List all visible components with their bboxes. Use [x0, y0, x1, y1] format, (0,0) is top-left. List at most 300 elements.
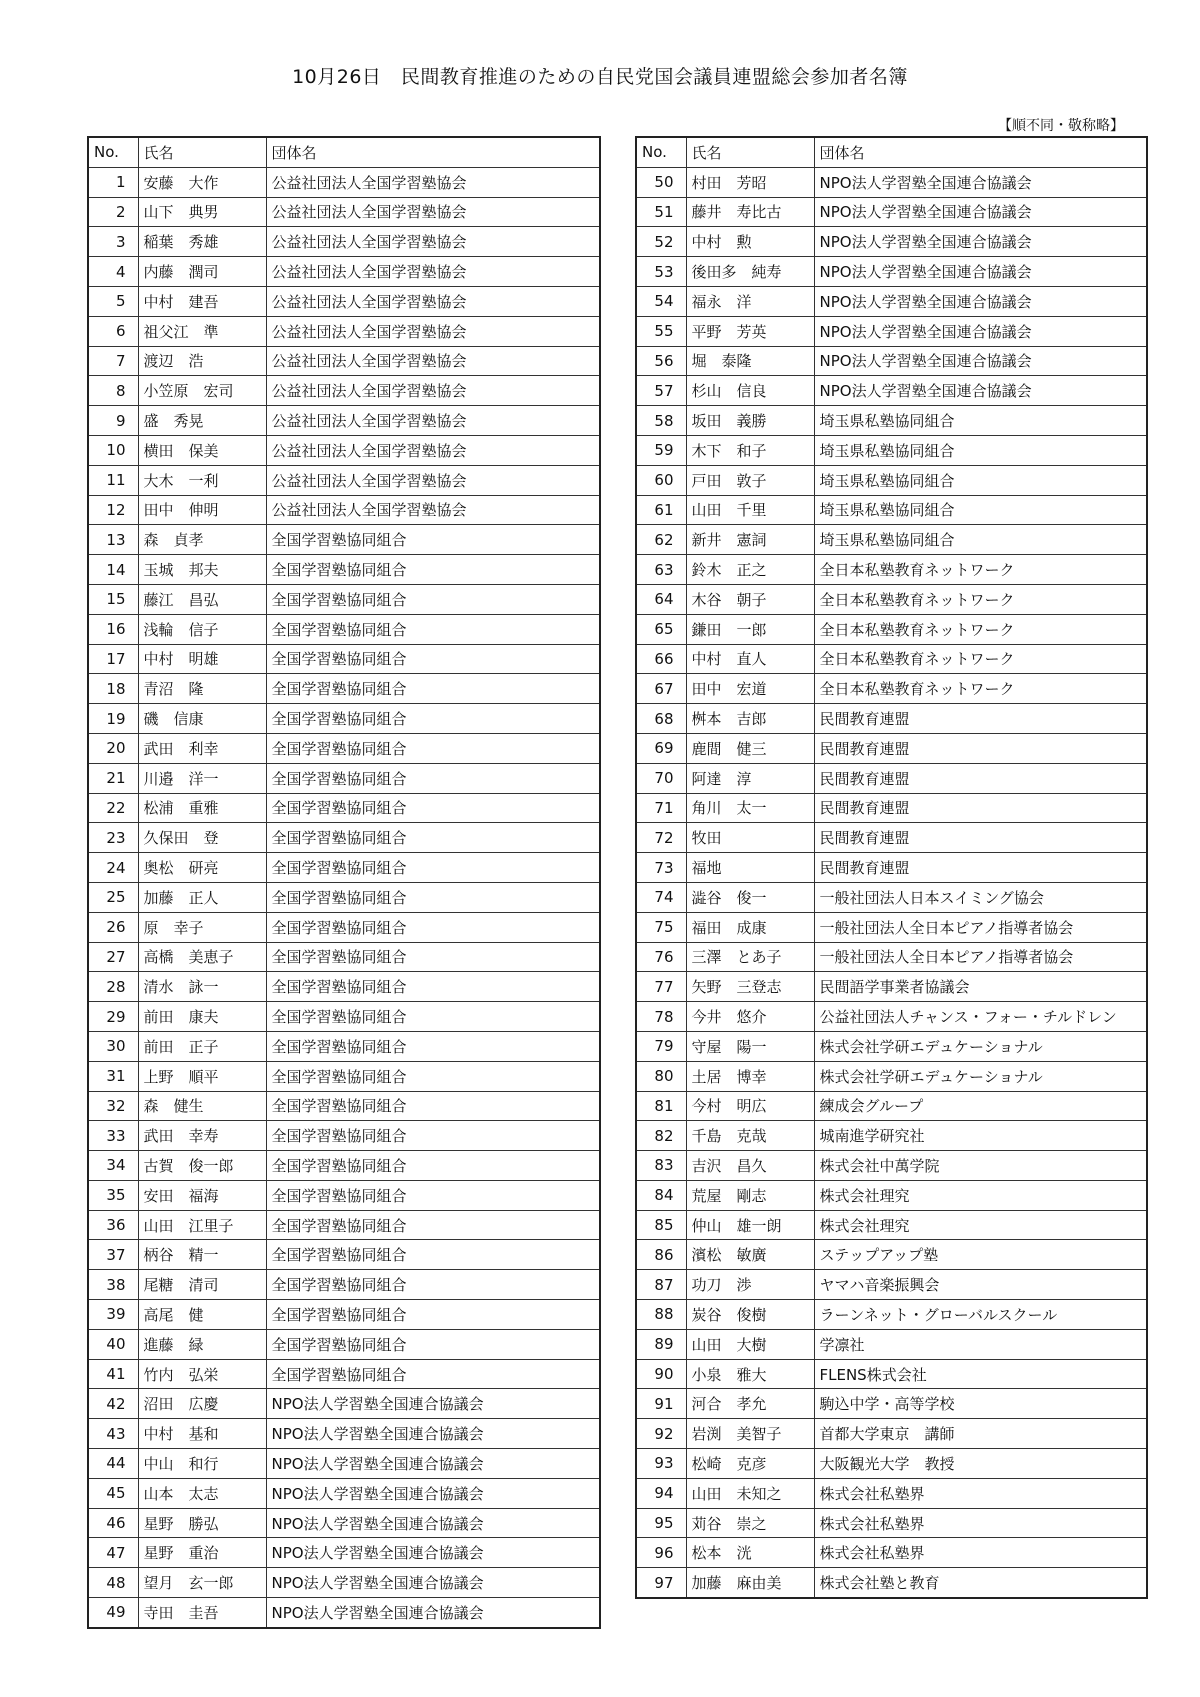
cell-org: 全国学習塾協同組合 [266, 1329, 600, 1359]
cell-no: 28 [88, 972, 138, 1002]
table-row [88, 972, 600, 1002]
table-row [88, 853, 600, 883]
cell-no: 22 [88, 793, 138, 823]
cell-org: 全国学習塾協同組合 [266, 912, 600, 942]
table-row [636, 1538, 1147, 1568]
table-row [636, 704, 1147, 734]
cell-name: 中村 直人 [686, 644, 814, 674]
cell-no: 4 [88, 257, 138, 287]
cell-name: 中村 勲 [686, 227, 814, 257]
cell-no: 69 [636, 733, 686, 763]
table-row [88, 733, 600, 763]
cell-name: 功刀 渉 [686, 1270, 814, 1300]
cell-name: 中山 和行 [138, 1449, 266, 1479]
cell-name: 藤井 寿比古 [686, 197, 814, 227]
cell-no: 17 [88, 644, 138, 674]
table-row [88, 197, 600, 227]
cell-no: 54 [636, 286, 686, 316]
cell-org: 全日本私塾教育ネットワーク [814, 644, 1147, 674]
cell-name: 川邉 洋一 [138, 763, 266, 793]
cell-name: 武田 幸寿 [138, 1121, 266, 1151]
table-row [88, 1478, 600, 1508]
cell-org: 全国学習塾協同組合 [266, 525, 600, 555]
cell-org: 民間教育連盟 [814, 763, 1147, 793]
cell-name: 澁谷 俊一 [686, 882, 814, 912]
cell-no: 30 [88, 1031, 138, 1061]
cell-org: 全国学習塾協同組合 [266, 704, 600, 734]
cell-org: 株式会社塾と教育 [814, 1568, 1147, 1598]
cell-org: 公益社団法人全国学習塾協会 [266, 465, 600, 495]
table-row [636, 1478, 1147, 1508]
table-row [636, 1359, 1147, 1389]
cell-name: 平野 芳英 [686, 316, 814, 346]
table-row [636, 1270, 1147, 1300]
cell-no: 21 [88, 763, 138, 793]
cell-no: 33 [88, 1121, 138, 1151]
cell-no: 71 [636, 793, 686, 823]
order-note: 【順不同・敬称略】 [998, 118, 1124, 134]
cell-org: ラーンネット・グローバルスクール [814, 1300, 1147, 1330]
cell-no: 93 [636, 1449, 686, 1479]
cell-org: NPO法人学習塾全国連合協議会 [266, 1449, 600, 1479]
table-row [88, 316, 600, 346]
cell-no: 63 [636, 555, 686, 585]
table-row [636, 1121, 1147, 1151]
table-row [636, 1210, 1147, 1240]
cell-name: 前田 正子 [138, 1031, 266, 1061]
cell-name: 阿達 淳 [686, 763, 814, 793]
cell-name: 山田 江里子 [138, 1210, 266, 1240]
cell-no: 5 [88, 286, 138, 316]
cell-org: 練成会グループ [814, 1091, 1147, 1121]
cell-no: 1 [88, 167, 138, 197]
cell-name: 中村 建吾 [138, 286, 266, 316]
cell-name: 玉城 邦夫 [138, 555, 266, 585]
cell-name: 守屋 陽一 [686, 1031, 814, 1061]
cell-org: 一般社団法人全日本ピアノ指導者協会 [814, 942, 1147, 972]
cell-no: 20 [88, 733, 138, 763]
cell-name: 今井 悠介 [686, 1002, 814, 1032]
table-row [636, 406, 1147, 436]
cell-org: ステップアップ塾 [814, 1240, 1147, 1270]
cell-name: 土居 博幸 [686, 1061, 814, 1091]
cell-no: 31 [88, 1061, 138, 1091]
cell-no: 53 [636, 257, 686, 287]
cell-org: NPO法人学習塾全国連合協議会 [266, 1389, 600, 1419]
cell-org: 公益社団法人全国学習塾協会 [266, 346, 600, 376]
cell-name: 原 幸子 [138, 912, 266, 942]
cell-name: 久保田 登 [138, 823, 266, 853]
cell-no: 92 [636, 1419, 686, 1449]
table-row [88, 1329, 600, 1359]
cell-name: 星野 重治 [138, 1538, 266, 1568]
cell-no: 23 [88, 823, 138, 853]
cell-no: 51 [636, 197, 686, 227]
cell-no: 45 [88, 1478, 138, 1508]
cell-no: 68 [636, 704, 686, 734]
table-row [636, 853, 1147, 883]
cell-name: 浅輪 信子 [138, 614, 266, 644]
table-row [636, 882, 1147, 912]
cell-no: 13 [88, 525, 138, 555]
cell-no: 74 [636, 882, 686, 912]
cell-name: 寺田 圭吾 [138, 1598, 266, 1628]
cell-no: 61 [636, 495, 686, 525]
cell-org: 全国学習塾協同組合 [266, 823, 600, 853]
table-row [88, 823, 600, 853]
cell-org: 株式会社学研エデュケーショナル [814, 1031, 1147, 1061]
cell-name: 加藤 正人 [138, 882, 266, 912]
cell-org: 首都大学東京 講師 [814, 1419, 1147, 1449]
cell-org: NPO法人学習塾全国連合協議会 [266, 1568, 600, 1598]
cell-org: 城南進学研究社 [814, 1121, 1147, 1151]
cell-name: 木谷 朝子 [686, 584, 814, 614]
cell-name: 矢野 三登志 [686, 972, 814, 1002]
table-row [88, 167, 600, 197]
cell-no: 19 [88, 704, 138, 734]
cell-name: 堀 泰隆 [686, 346, 814, 376]
cell-no: 77 [636, 972, 686, 1002]
cell-no: 35 [88, 1180, 138, 1210]
table-row [88, 1508, 600, 1538]
cell-no: 26 [88, 912, 138, 942]
table-row [88, 1151, 600, 1181]
cell-name: 河合 孝允 [686, 1389, 814, 1419]
cell-org: 株式会社私塾界 [814, 1538, 1147, 1568]
cell-name: 柄谷 精一 [138, 1240, 266, 1270]
cell-no: 9 [88, 406, 138, 436]
cell-no: 89 [636, 1329, 686, 1359]
cell-org: 全国学習塾協同組合 [266, 674, 600, 704]
table-row [636, 197, 1147, 227]
cell-org: 全日本私塾教育ネットワーク [814, 555, 1147, 585]
cell-no: 46 [88, 1508, 138, 1538]
table-row [88, 257, 600, 287]
cell-name: 村田 芳昭 [686, 167, 814, 197]
cell-name: 坂田 義勝 [686, 406, 814, 436]
cell-name: 田中 伸明 [138, 495, 266, 525]
cell-no: 58 [636, 406, 686, 436]
cell-org: 一般社団法人日本スイミング協会 [814, 882, 1147, 912]
table-row [88, 1180, 600, 1210]
table-row [88, 376, 600, 406]
cell-org: 公益社団法人全国学習塾協会 [266, 316, 600, 346]
cell-org: NPO法人学習塾全国連合協議会 [814, 316, 1147, 346]
cell-org: 民間語学事業者協議会 [814, 972, 1147, 1002]
table-row [88, 1419, 600, 1449]
table-row [88, 406, 600, 436]
table-row [88, 1359, 600, 1389]
table-row [88, 1449, 600, 1479]
table-row [636, 555, 1147, 585]
table-row [88, 763, 600, 793]
cell-no: 90 [636, 1359, 686, 1389]
cell-name: 大木 一利 [138, 465, 266, 495]
cell-org: 公益社団法人全国学習塾協会 [266, 257, 600, 287]
cell-no: 62 [636, 525, 686, 555]
cell-org: FLENS株式会社 [814, 1359, 1147, 1389]
cell-name: 尾糖 清司 [138, 1270, 266, 1300]
cell-org: ヤマハ音楽振興会 [814, 1270, 1147, 1300]
table-row [636, 167, 1147, 197]
cell-name: 新井 憲詞 [686, 525, 814, 555]
cell-no: 56 [636, 346, 686, 376]
cell-org: 埼玉県私塾協同組合 [814, 495, 1147, 525]
cell-name: 角川 太一 [686, 793, 814, 823]
table-row [636, 286, 1147, 316]
cell-org: NPO法人学習塾全国連合協議会 [814, 227, 1147, 257]
cell-org: 株式会社私塾界 [814, 1478, 1147, 1508]
cell-name: 今村 明広 [686, 1091, 814, 1121]
cell-org: 全国学習塾協同組合 [266, 972, 600, 1002]
cell-no: 79 [636, 1031, 686, 1061]
roster-table-left [87, 136, 601, 1629]
table-row [636, 1091, 1147, 1121]
table-row [88, 912, 600, 942]
cell-name: 山本 太志 [138, 1478, 266, 1508]
cell-name: 鹿間 健三 [686, 733, 814, 763]
cell-no: 37 [88, 1240, 138, 1270]
header-name: 氏名 [686, 137, 814, 167]
cell-org: 全国学習塾協同組合 [266, 1031, 600, 1061]
cell-org: 公益社団法人全国学習塾協会 [266, 435, 600, 465]
table-row [636, 1061, 1147, 1091]
cell-org: 全国学習塾協同組合 [266, 584, 600, 614]
table-row [636, 257, 1147, 287]
cell-no: 91 [636, 1389, 686, 1419]
cell-org: NPO法人学習塾全国連合協議会 [814, 197, 1147, 227]
cell-no: 27 [88, 942, 138, 972]
table-row [636, 912, 1147, 942]
cell-no: 25 [88, 882, 138, 912]
table-row [636, 525, 1147, 555]
table-row [636, 644, 1147, 674]
cell-no: 15 [88, 584, 138, 614]
table-row [636, 733, 1147, 763]
cell-name: 濱松 敏廣 [686, 1240, 814, 1270]
table-row [88, 614, 600, 644]
cell-org: NPO法人学習塾全国連合協議会 [814, 257, 1147, 287]
table-row [636, 1329, 1147, 1359]
cell-name: 松本 洸 [686, 1538, 814, 1568]
table-row [636, 1300, 1147, 1330]
cell-no: 86 [636, 1240, 686, 1270]
cell-no: 42 [88, 1389, 138, 1419]
cell-org: 株式会社中萬学院 [814, 1151, 1147, 1181]
cell-name: 武田 利幸 [138, 733, 266, 763]
cell-org: 全国学習塾協同組合 [266, 1240, 600, 1270]
cell-name: 清水 詠一 [138, 972, 266, 1002]
cell-no: 83 [636, 1151, 686, 1181]
cell-name: 竹内 弘栄 [138, 1359, 266, 1389]
cell-no: 12 [88, 495, 138, 525]
cell-name: 山田 未知之 [686, 1478, 814, 1508]
cell-org: 公益社団法人全国学習塾協会 [266, 376, 600, 406]
table-row [88, 942, 600, 972]
cell-name: 内藤 潤司 [138, 257, 266, 287]
cell-org: 民間教育連盟 [814, 704, 1147, 734]
cell-org: 公益社団法人全国学習塾協会 [266, 495, 600, 525]
cell-org: 全国学習塾協同組合 [266, 1270, 600, 1300]
cell-name: 横田 保美 [138, 435, 266, 465]
cell-name: 山田 千里 [686, 495, 814, 525]
table-row [88, 882, 600, 912]
cell-org: 全国学習塾協同組合 [266, 1061, 600, 1091]
cell-name: 松崎 克彦 [686, 1449, 814, 1479]
cell-no: 49 [88, 1598, 138, 1628]
cell-name: 後田多 純寿 [686, 257, 814, 287]
table-row [88, 704, 600, 734]
cell-name: 鈴木 正之 [686, 555, 814, 585]
table-row [88, 1568, 600, 1598]
cell-no: 34 [88, 1151, 138, 1181]
table-row [636, 346, 1147, 376]
cell-name: 望月 玄一郎 [138, 1568, 266, 1598]
table-row [88, 227, 600, 257]
cell-no: 32 [88, 1091, 138, 1121]
table-row [636, 763, 1147, 793]
cell-name: 苅谷 崇之 [686, 1508, 814, 1538]
table-row [88, 435, 600, 465]
cell-org: 埼玉県私塾協同組合 [814, 525, 1147, 555]
cell-name: 高橋 美恵子 [138, 942, 266, 972]
cell-org: 全日本私塾教育ネットワーク [814, 614, 1147, 644]
cell-org: 駒込中学・高等学校 [814, 1389, 1147, 1419]
cell-no: 60 [636, 465, 686, 495]
cell-org: 民間教育連盟 [814, 793, 1147, 823]
cell-org: 民間教育連盟 [814, 733, 1147, 763]
header-org: 団体名 [814, 137, 1147, 167]
table-row [636, 793, 1147, 823]
cell-name: 加藤 麻由美 [686, 1568, 814, 1598]
cell-name: 仲山 雄一朗 [686, 1210, 814, 1240]
cell-no: 6 [88, 316, 138, 346]
cell-name: 奥松 研亮 [138, 853, 266, 883]
cell-org: 公益社団法人全国学習塾協会 [266, 286, 600, 316]
table-row [636, 1151, 1147, 1181]
cell-no: 52 [636, 227, 686, 257]
table-row [636, 465, 1147, 495]
cell-no: 47 [88, 1538, 138, 1568]
cell-no: 73 [636, 853, 686, 883]
roster-table-right [635, 136, 1148, 1599]
cell-name: 山下 典男 [138, 197, 266, 227]
table-row [636, 584, 1147, 614]
table-row [88, 1538, 600, 1568]
table-row [88, 1210, 600, 1240]
document-title: 10月26日 民間教育推進のための自民党国会議員連盟総会参加者名簿 [292, 66, 908, 88]
cell-name: 渡辺 浩 [138, 346, 266, 376]
cell-no: 67 [636, 674, 686, 704]
table-row [88, 1598, 600, 1628]
cell-no: 85 [636, 1210, 686, 1240]
cell-name: 安田 福海 [138, 1180, 266, 1210]
cell-no: 14 [88, 555, 138, 585]
cell-org: 民間教育連盟 [814, 853, 1147, 883]
cell-name: 青沼 隆 [138, 674, 266, 704]
cell-name: 戸田 敦子 [686, 465, 814, 495]
table-row [636, 942, 1147, 972]
table-row [636, 316, 1147, 346]
cell-org: NPO法人学習塾全国連合協議会 [814, 376, 1147, 406]
cell-org: 全国学習塾協同組合 [266, 942, 600, 972]
cell-org: NPO法人学習塾全国連合協議会 [814, 167, 1147, 197]
cell-name: 小笠原 宏司 [138, 376, 266, 406]
cell-name: 前田 康夫 [138, 1002, 266, 1032]
table-row [636, 1389, 1147, 1419]
table-row [88, 1091, 600, 1121]
cell-name: 祖父江 準 [138, 316, 266, 346]
cell-no: 72 [636, 823, 686, 853]
cell-name: 星野 勝弘 [138, 1508, 266, 1538]
cell-no: 80 [636, 1061, 686, 1091]
cell-no: 57 [636, 376, 686, 406]
cell-no: 48 [88, 1568, 138, 1598]
table-row [88, 1002, 600, 1032]
cell-org: NPO法人学習塾全国連合協議会 [266, 1598, 600, 1628]
cell-name: 岩渕 美智子 [686, 1419, 814, 1449]
cell-name: 三澤 とあ子 [686, 942, 814, 972]
cell-org: NPO法人学習塾全国連合協議会 [814, 286, 1147, 316]
cell-no: 36 [88, 1210, 138, 1240]
cell-no: 43 [88, 1419, 138, 1449]
cell-name: 藤江 昌弘 [138, 584, 266, 614]
cell-name: 森 貞孝 [138, 525, 266, 555]
table-header-row [88, 137, 600, 167]
table-row [88, 1031, 600, 1061]
cell-org: NPO法人学習塾全国連合協議会 [266, 1478, 600, 1508]
cell-no: 94 [636, 1478, 686, 1508]
cell-org: 全日本私塾教育ネットワーク [814, 674, 1147, 704]
cell-name: 荒屋 剛志 [686, 1180, 814, 1210]
cell-no: 87 [636, 1270, 686, 1300]
cell-org: 埼玉県私塾協同組合 [814, 435, 1147, 465]
cell-name: 中村 明雄 [138, 644, 266, 674]
table-row [636, 674, 1147, 704]
cell-no: 70 [636, 763, 686, 793]
cell-name: 杉山 信良 [686, 376, 814, 406]
table-row [636, 1568, 1147, 1598]
table-row [636, 227, 1147, 257]
cell-name: 松浦 重雅 [138, 793, 266, 823]
cell-org: 公益社団法人全国学習塾協会 [266, 197, 600, 227]
cell-org: 全国学習塾協同組合 [266, 853, 600, 883]
cell-no: 50 [636, 167, 686, 197]
cell-org: 株式会社私塾界 [814, 1508, 1147, 1538]
cell-name: 田中 宏道 [686, 674, 814, 704]
cell-no: 38 [88, 1270, 138, 1300]
cell-no: 66 [636, 644, 686, 674]
cell-name: 中村 基和 [138, 1419, 266, 1449]
cell-no: 10 [88, 435, 138, 465]
cell-no: 97 [636, 1568, 686, 1598]
cell-org: 全国学習塾協同組合 [266, 1180, 600, 1210]
table-row [88, 525, 600, 555]
table-row [88, 1300, 600, 1330]
cell-org: 大阪観光大学 教授 [814, 1449, 1147, 1479]
cell-no: 59 [636, 435, 686, 465]
cell-no: 8 [88, 376, 138, 406]
cell-org: NPO法人学習塾全国連合協議会 [266, 1538, 600, 1568]
table-row [88, 346, 600, 376]
cell-name: 山田 大樹 [686, 1329, 814, 1359]
table-row [636, 1508, 1147, 1538]
cell-org: 全国学習塾協同組合 [266, 1151, 600, 1181]
cell-name: 福田 成康 [686, 912, 814, 942]
table-row [88, 1121, 600, 1151]
cell-org: 全国学習塾協同組合 [266, 1121, 600, 1151]
cell-name: 吉沢 昌久 [686, 1151, 814, 1181]
